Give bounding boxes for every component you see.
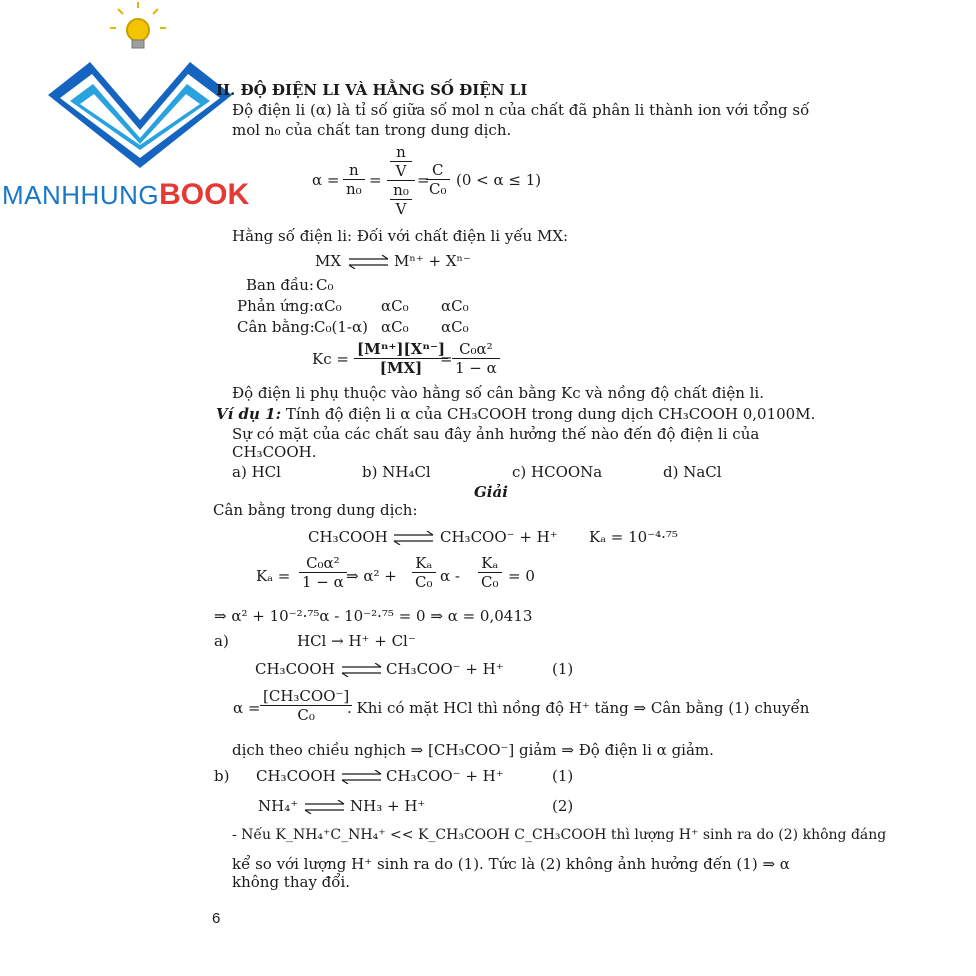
kc-intro: Hằng số điện li: Đối với chất điện li yếu MX: — [232, 227, 569, 245]
kc-f1-den: [MX] — [379, 359, 423, 377]
eq3-number: (1) — [552, 767, 574, 785]
solution-intro: Cân bằng trong dung dịch: — [213, 501, 418, 519]
eq4-right: NH₃ + H⁺ — [350, 797, 426, 815]
eq2-left: CH₃COOH — [255, 660, 335, 678]
alpha-fraction-3 — [426, 161, 450, 198]
alpha-a-lhs: α = — [233, 699, 261, 717]
brand-name-part2: BOOK — [159, 178, 250, 211]
kc-f2-num: C₀α² — [452, 340, 500, 359]
kc-reaction-right: Mⁿ⁺ + Xⁿ⁻ — [394, 252, 471, 270]
ka-f3-num: Kₐ — [478, 554, 502, 573]
eq1-right: CH₃COO⁻ + H⁺ — [440, 528, 558, 546]
part-a-conclusion: dịch theo chiều nghịch ⇒ [CH₃COO⁻] giảm ⇒ Độ điện li α giảm. — [232, 741, 714, 759]
ka-formula-end: = 0 — [508, 567, 535, 585]
table-row-3-c2: αC₀ — [381, 318, 409, 336]
eq1-left: CH₃COOH — [308, 528, 388, 546]
page-number: 6 — [212, 910, 221, 927]
alpha-formula-lhs: α = — [312, 171, 340, 189]
table-row-2-c2: αC₀ — [381, 297, 409, 315]
alpha-f2-num-bot: V — [395, 162, 407, 180]
example-line-3: CH₃COOH. — [232, 443, 317, 461]
part-b-label: b) — [214, 767, 230, 785]
alpha-f3-den: C₀ — [429, 180, 447, 198]
part-b-line-3: không thay đổi. — [232, 873, 351, 891]
part-b-line-1: - Nếu K_NH₄⁺C_NH₄⁺ << K_CH₃COOH C_CH₃COOH thì lượng H⁺ sinh ra do (2) không đáng — [232, 827, 887, 843]
eq1-ka: Kₐ = 10⁻⁴·⁷⁵ — [589, 528, 678, 546]
alpha-a-fraction — [260, 687, 352, 724]
example-option-c: c) HCOONa — [512, 463, 603, 481]
alpha-f1-den: n₀ — [346, 180, 362, 198]
ka-f3-den: C₀ — [481, 573, 499, 591]
kc-note: Độ điện li phụ thuộc vào hằng số cân bằng Kc và nồng độ chất điện li. — [232, 384, 765, 402]
alpha-fraction-2 — [387, 143, 415, 218]
ka-fraction-3 — [478, 554, 502, 591]
eq3-left: CH₃COOH — [256, 767, 336, 785]
table-row-3-c1: C₀(1-α) — [314, 318, 368, 336]
eq4-left: NH₄⁺ — [258, 797, 299, 815]
part-b-line-2: kể so với lượng H⁺ sinh ra do (1). Tức là (2) không ảnh hưởng đến (1) ⇒ α — [232, 855, 790, 873]
kc-reaction-left: MX — [315, 252, 342, 270]
part-a-label: a) — [214, 632, 229, 650]
ka-formula-lhs: Kₐ = — [256, 567, 291, 585]
kc-fraction-2 — [452, 340, 500, 377]
table-row-1-c1: C₀ — [316, 276, 334, 294]
brand-name — [2, 178, 249, 212]
alpha-f2-den-bot: V — [395, 200, 407, 218]
alpha-fraction-1 — [343, 161, 365, 198]
table-row-2-c1: αC₀ — [314, 297, 342, 315]
example-option-b: b) NH₄Cl — [362, 463, 431, 481]
table-row-3-c3: αC₀ — [441, 318, 469, 336]
alpha-eq-1: = — [369, 171, 382, 189]
equilibrium-arrow-icon — [341, 770, 383, 784]
ka-f2-den: C₀ — [415, 573, 433, 591]
solution-label: Giải — [474, 483, 508, 501]
equilibrium-arrow-icon — [348, 255, 390, 269]
ka-f1-den: 1 − α — [302, 573, 344, 591]
table-row-1-label: Ban đầu: — [246, 276, 314, 294]
alpha-f2-num-top: n — [390, 143, 412, 162]
ka-f2-num: Kₐ — [412, 554, 436, 573]
kc-f1-num: [Mⁿ⁺][Xⁿ⁻] — [354, 340, 448, 359]
kc-formula-lhs: Kc = — [312, 350, 349, 368]
ka-f1-num: C₀α² — [299, 554, 347, 573]
table-row-3-label: Cân bằng: — [237, 318, 315, 336]
ka-fraction-1 — [299, 554, 347, 591]
lightbulb-icon — [110, 2, 166, 48]
kc-eq: = — [440, 350, 453, 368]
table-row-2-label: Phản ứng: — [237, 297, 315, 315]
eq2-number: (1) — [552, 660, 574, 678]
alpha-range: (0 < α ≤ 1) — [456, 171, 542, 189]
open-book-icon — [48, 62, 232, 168]
eq4-number: (2) — [552, 797, 574, 815]
example-line-1: Tính độ điện li α của CH₃COOH trong dung dịch CH₃COOH 0,0100M. — [281, 405, 816, 423]
alpha-f1-num: n — [343, 161, 365, 180]
quadratic-line: ⇒ α² + 10⁻²·⁷⁵α - 10⁻²·⁷⁵ = 0 ⇒ α = 0,0413 — [214, 607, 533, 625]
alpha-f3-num: C — [426, 161, 450, 180]
equilibrium-arrow-icon — [304, 800, 346, 814]
brand-name-part1: MANHHUNG — [2, 180, 160, 210]
equilibrium-arrow-icon — [393, 531, 435, 545]
alpha-a-num: [CH₃COO⁻] — [260, 687, 352, 706]
intro-line-1: Độ điện li (α) là tỉ số giữa số mol n của chất đã phân li thành ion với tổng số — [232, 101, 810, 119]
example-text-1 — [216, 405, 815, 423]
ka-formula-mid: ⇒ α² + — [346, 567, 397, 585]
alpha-f2-den-top: n₀ — [390, 181, 412, 200]
example-line-2: Sự có mặt của các chất sau đây ảnh hưởng thế nào đến độ điện li của — [232, 425, 760, 443]
section-title: II. ĐỘ ĐIỆN LI VÀ HẰNG SỐ ĐIỆN LI — [216, 81, 528, 99]
ka-formula-mid2: α - — [440, 567, 460, 585]
alpha-a-den: C₀ — [297, 706, 315, 724]
example-option-d: d) NaCl — [663, 463, 722, 481]
table-row-2-c3: αC₀ — [441, 297, 469, 315]
eq2-right: CH₃COO⁻ + H⁺ — [386, 660, 504, 678]
kc-f2-den: 1 − α — [455, 359, 497, 377]
alpha-a-text: . Khi có mặt HCl thì nồng độ H⁺ tăng ⇒ Cân bằng (1) chuyển — [347, 699, 810, 717]
intro-line-2: mol n₀ của chất tan trong dung dịch. — [232, 121, 512, 139]
example-label: Ví dụ 1: — [216, 405, 282, 423]
equilibrium-arrow-icon — [341, 663, 383, 677]
alpha-eq-2: = — [417, 171, 430, 189]
example-option-a: a) HCl — [232, 463, 281, 481]
kc-fraction-1 — [354, 340, 448, 377]
ka-fraction-2 — [412, 554, 436, 591]
part-a-reaction: HCl → H⁺ + Cl⁻ — [297, 632, 416, 650]
eq3-right: CH₃COO⁻ + H⁺ — [386, 767, 504, 785]
